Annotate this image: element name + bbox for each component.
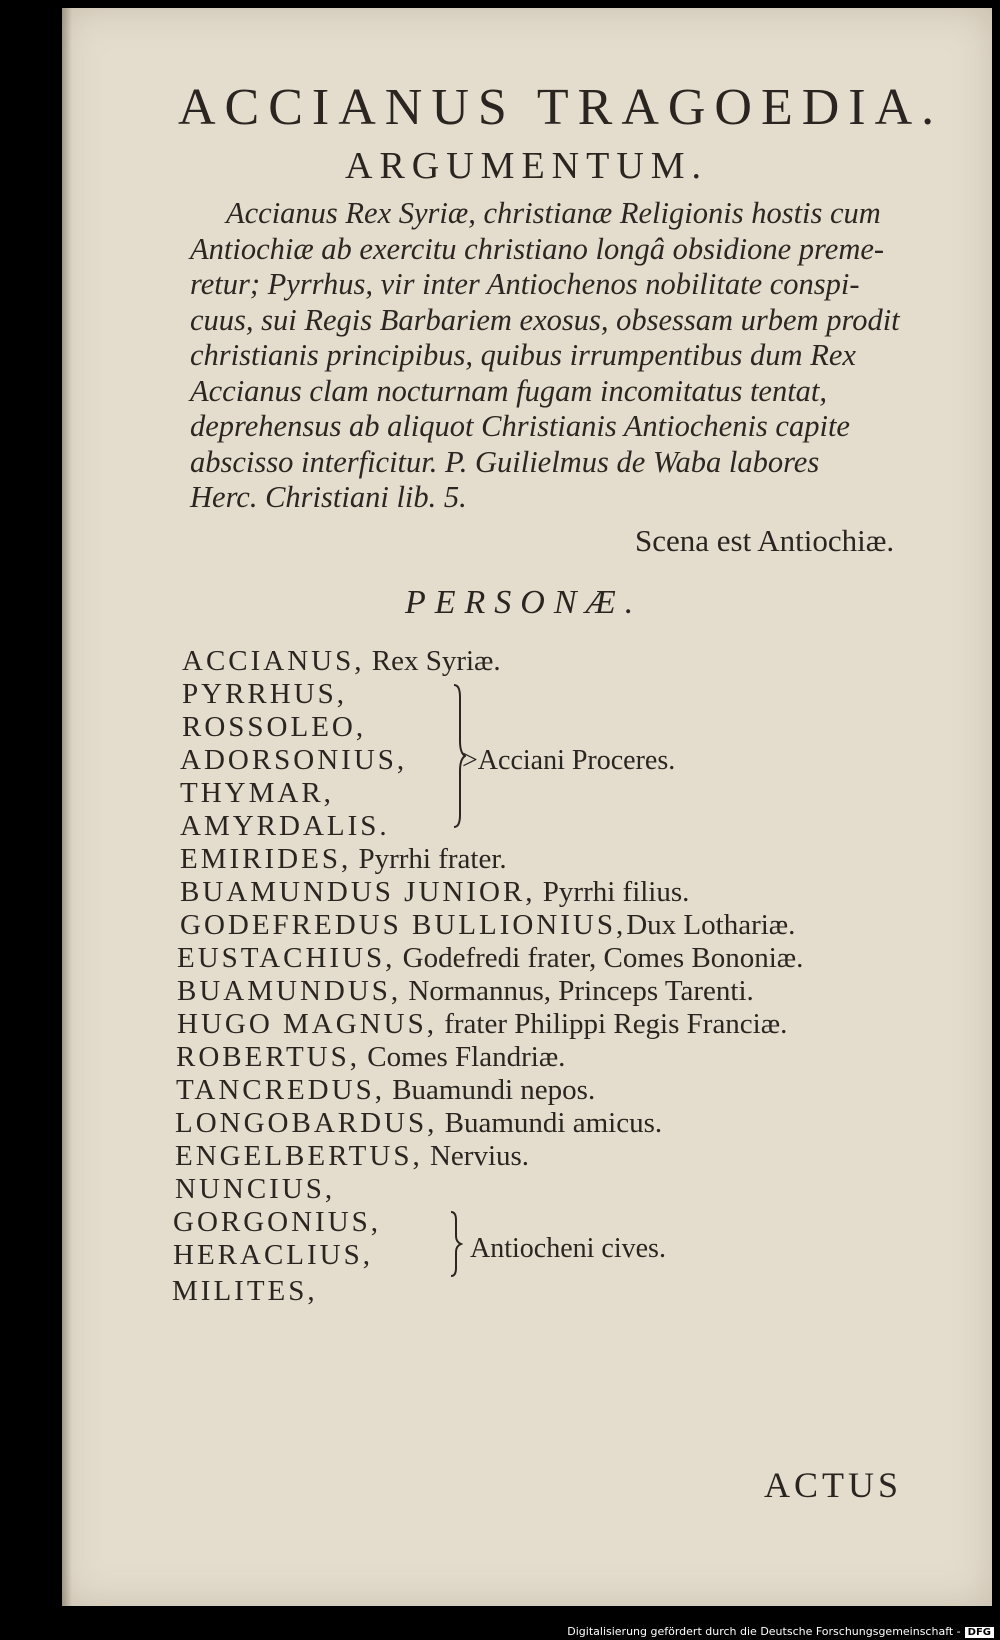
scene-note: Scena est Antiochiæ. bbox=[635, 523, 895, 558]
person-description: Pyrrhi frater. bbox=[358, 843, 507, 875]
person-entry bbox=[173, 1239, 373, 1272]
person-entry bbox=[175, 1140, 529, 1173]
person-name: EMIRIDES, bbox=[180, 843, 352, 875]
person-name: GORGONIUS, bbox=[173, 1206, 382, 1238]
argument-heading: ARGUMENTUM. bbox=[345, 145, 709, 187]
footer-credit bbox=[567, 1625, 994, 1638]
person-name: MILITES, bbox=[172, 1275, 318, 1307]
argument-line: abscisso interficitur. P. Guilielmus de Waba labores bbox=[190, 444, 820, 479]
page-gutter-shadow bbox=[62, 8, 72, 1606]
person-entry bbox=[173, 1206, 381, 1239]
personae-heading: PERSONÆ. bbox=[405, 584, 643, 621]
person-entry bbox=[180, 777, 334, 810]
person-name: AMYRDALIS. bbox=[180, 810, 390, 842]
person-description: Normannus, Princeps Tarenti. bbox=[408, 975, 754, 1007]
person-name: BUAMUNDUS JUNIOR, bbox=[180, 876, 536, 908]
argument-line: Herc. Christiani lib. 5. bbox=[190, 480, 467, 514]
footer-text: Digitalisierung gefördert durch die Deutsche Forschungsgemeinschaft - bbox=[567, 1625, 961, 1638]
catchword: ACTUS bbox=[764, 1465, 903, 1505]
argument-line: cuus, sui Regis Barbariem exosus, obsessam urbem prodit bbox=[190, 302, 900, 337]
person-name: GODEFREDUS BULLIONIUS, bbox=[180, 909, 627, 941]
person-description: Dux Lothariæ. bbox=[626, 909, 796, 941]
argument-line: Accianus Rex Syriæ, christianæ Religionis hostis cum bbox=[226, 196, 881, 230]
person-entry bbox=[177, 1008, 787, 1041]
person-entry bbox=[175, 1107, 662, 1140]
person-entry bbox=[176, 1074, 595, 1107]
person-entry bbox=[180, 843, 507, 876]
group-label-acciani-proceres: >Acciani Proceres. bbox=[462, 745, 676, 776]
person-name: ADORSONIUS, bbox=[180, 744, 408, 776]
person-entry bbox=[176, 1041, 565, 1074]
dfg-logo: DFG bbox=[965, 1627, 994, 1638]
argument-line: Accianus clam nocturnam fugam incomitatus tentat, bbox=[190, 373, 828, 408]
person-description: Nervius. bbox=[429, 1140, 530, 1172]
person-name: EUSTACHIUS, bbox=[177, 942, 396, 974]
person-entry bbox=[180, 876, 689, 909]
person-description: Godefredi frater, Comes Bononiæ. bbox=[402, 942, 804, 974]
person-entry bbox=[180, 810, 390, 843]
person-name: THYMAR, bbox=[180, 777, 334, 809]
person-entry bbox=[182, 711, 366, 744]
argument-line: Antiochiæ ab exercitu christiano longâ obsidione preme- bbox=[190, 231, 885, 266]
person-entry bbox=[182, 645, 501, 678]
person-name: HERACLIUS, bbox=[173, 1239, 373, 1271]
page-title: ACCIANUS TRAGOEDIA. bbox=[178, 79, 944, 136]
argument-text bbox=[190, 196, 930, 516]
argument-line: christianis principibus, quibus irrumpentibus dum Rex bbox=[190, 338, 856, 372]
person-description: Rex Syriæ. bbox=[371, 645, 501, 677]
person-entry bbox=[180, 909, 795, 942]
person-description: Buamundi amicus. bbox=[444, 1107, 663, 1139]
person-name: ROSSOLEO, bbox=[182, 711, 367, 743]
person-entry bbox=[182, 678, 347, 711]
argument-line: retur; Pyrrhus, vir inter Antiochenos nobilitate conspi- bbox=[190, 267, 860, 301]
person-name: ENGELBERTUS, bbox=[175, 1140, 423, 1172]
person-entry bbox=[175, 1173, 335, 1206]
person-name: TANCREDUS, bbox=[176, 1074, 385, 1106]
person-name: ACCIANUS, bbox=[182, 645, 365, 677]
person-description: Buamundi nepos. bbox=[392, 1074, 596, 1106]
person-name: LONGOBARDUS, bbox=[175, 1107, 438, 1139]
person-entry bbox=[180, 744, 407, 777]
person-entry bbox=[177, 942, 803, 975]
person-description: Pyrrhi filius. bbox=[542, 876, 690, 908]
person-name: NUNCIUS, bbox=[175, 1173, 336, 1205]
person-name: BUAMUNDUS, bbox=[177, 975, 402, 1007]
brace-icon bbox=[449, 1210, 463, 1278]
person-description: Comes Flandriæ. bbox=[367, 1041, 566, 1073]
person-name: PYRRHUS, bbox=[182, 678, 348, 710]
person-name: ROBERTUS, bbox=[176, 1041, 360, 1073]
person-entry bbox=[172, 1275, 318, 1308]
person-entry bbox=[177, 975, 754, 1008]
group-label-antiocheni-cives: Antiocheni cives. bbox=[470, 1233, 666, 1264]
person-name: HUGO MAGNUS, bbox=[177, 1008, 437, 1040]
person-description: frater Philippi Regis Franciæ. bbox=[444, 1008, 788, 1040]
argument-line: deprehensus ab aliquot Christianis Antiochenis capite bbox=[190, 409, 850, 443]
